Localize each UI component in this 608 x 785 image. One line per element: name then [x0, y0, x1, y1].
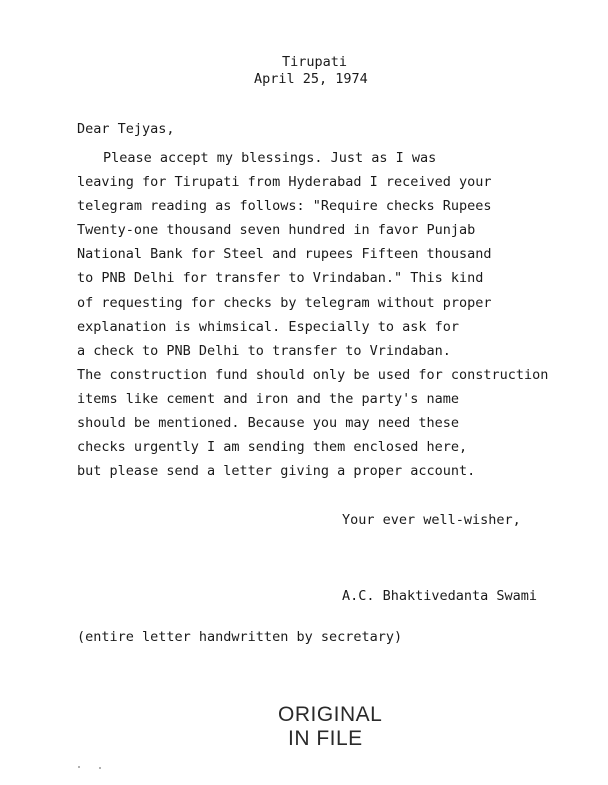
- stamp-line-1: ORIGINAL: [278, 703, 383, 726]
- body-line: but please send a letter giving a proper account.: [77, 463, 476, 480]
- body-line: items like cement and iron and the party's name: [77, 390, 460, 407]
- body-line: explanation is whimsical. Especially to ask for: [77, 318, 460, 335]
- closing: Your ever well-wisher,: [342, 512, 521, 528]
- body-line: telegram reading as follows: "Require checks Rupees: [77, 198, 492, 215]
- body-line: National Bank for Steel and rupees Fifteen thousand: [77, 246, 492, 263]
- body-line: The construction fund should only be used for construction: [77, 366, 549, 383]
- letter-date: April 25, 1974: [254, 71, 368, 87]
- body-line: should be mentioned. Because you may need these: [77, 415, 460, 432]
- signature: A.C. Bhaktivedanta Swami: [342, 588, 538, 604]
- letter-body: [77, 146, 548, 483]
- original-in-file-stamp: [268, 703, 382, 751]
- body-line: Please accept my blessings. Just as I was: [103, 150, 437, 166]
- letter-place: Tirupati: [282, 54, 348, 70]
- scan-speck: [99, 767, 101, 769]
- secretary-note: (entire letter handwritten by secretary): [77, 629, 403, 645]
- salutation: Dear Tejyas,: [77, 121, 175, 137]
- body-line: a check to PNB Delhi to transfer to Vrindaban.: [77, 342, 451, 359]
- body-line: to PNB Delhi for transfer to Vrindaban." This kind: [77, 270, 484, 287]
- body-line: leaving for Tirupati from Hyderabad I received your: [77, 174, 492, 191]
- body-line: of requesting for checks by telegram without proper: [77, 294, 492, 311]
- stamp-line-2: IN FILE: [288, 727, 363, 750]
- body-line: Twenty-one thousand seven hundred in favor Punjab: [77, 222, 476, 239]
- scan-speck: [78, 766, 80, 768]
- body-line: checks urgently I am sending them enclosed here,: [77, 439, 468, 456]
